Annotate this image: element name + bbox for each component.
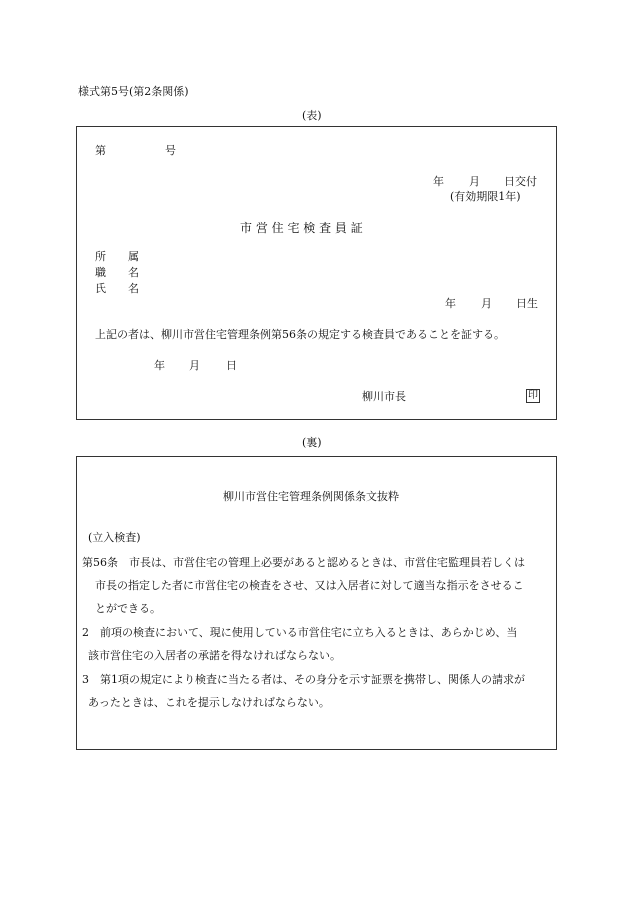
birth-day: 日生 [516, 297, 538, 310]
front-card [76, 126, 557, 420]
card-title: 市 営 住 宅 検 査 員 証 [240, 221, 363, 235]
issuer: 柳川市長 [362, 390, 406, 403]
paragraph-3-line: あったときは、これを提示しなければならない。 [88, 696, 330, 709]
name-label: 氏 名 [95, 282, 139, 295]
article-56-line: 第56条 市長は、市営住宅の管理上必要があると認めるときは、市営住宅監理員若しくは [82, 556, 525, 569]
paragraph-2-line: 該市営住宅の入居者の承諾を得なければならない。 [88, 649, 341, 662]
seal-box: 印 [528, 390, 538, 401]
issue-month: 月 [469, 175, 480, 188]
issue-year: 年 [433, 175, 444, 188]
affiliation-label: 所 属 [95, 250, 139, 263]
date-year: 年 [154, 359, 165, 372]
issue-day: 日交付 [504, 175, 537, 188]
birth-month: 月 [481, 297, 492, 310]
paragraph-3-line: 3 第1項の規定により検査に当たる者は、その身分を示す証票を携帯し、関係人の請求が [82, 673, 525, 686]
front-heading: (表) [302, 109, 322, 122]
date-month: 月 [189, 359, 200, 372]
certification-text: 上記の者は、柳川市営住宅管理条例第56条の規定する検査員であることを証する。 [95, 328, 505, 341]
number-suffix: 号 [165, 144, 176, 157]
number-prefix: 第 [95, 144, 106, 157]
article-56-line: とができる。 [95, 602, 161, 615]
article-56-line: 市長の指定した者に市営住宅の検査をさせ、又は入居者に対して適当な指示をさせるこ [95, 579, 524, 592]
form-label: 様式第5号(第2条関係) [78, 85, 189, 98]
back-heading: (裏) [302, 436, 322, 449]
position-label: 職 名 [95, 266, 139, 279]
paragraph-2-line: 2 前項の検査において、現に使用している市営住宅に立ち入るときは、あらかじめ、当 [82, 626, 518, 639]
validity-note: (有効期限1年) [450, 190, 521, 203]
date-day: 日 [226, 359, 237, 372]
article-caption: (立入検査) [88, 531, 141, 544]
back-title: 柳川市営住宅管理条例関係条文抜粋 [223, 490, 399, 503]
birth-year: 年 [445, 297, 456, 310]
